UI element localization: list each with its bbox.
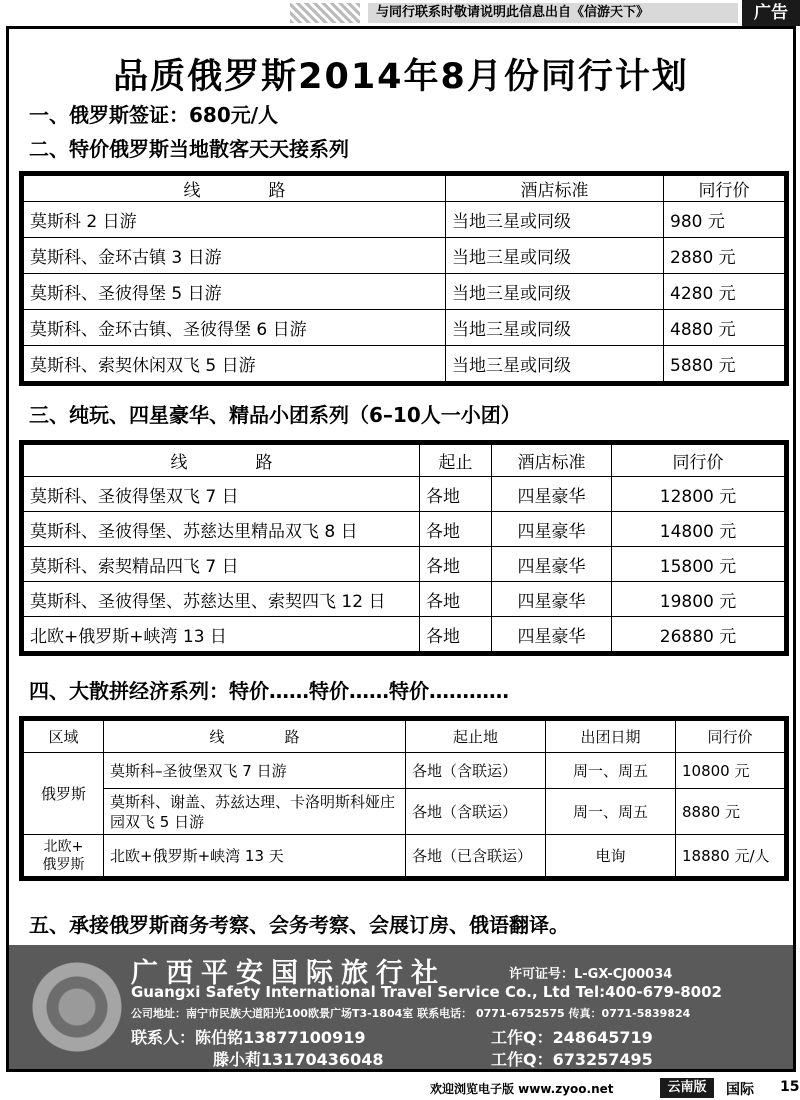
table-header-row xyxy=(24,445,785,477)
route-cell: 莫斯科、圣彼得堡、苏慈达里精品双飞 8 日 xyxy=(24,512,420,547)
hotel-cell: 当地三星或同级 xyxy=(446,238,664,274)
hotel-cell: 当地三星或同级 xyxy=(446,346,664,382)
hotel-cell: 当地三星或同级 xyxy=(446,274,664,310)
hotel-cell: 四星豪华 xyxy=(492,547,612,582)
route-cell: 莫斯科、索契精品四飞 7 日 xyxy=(24,547,420,582)
section-premium-tours: 三、纯玩、四星豪华、精品小团系列（6–10人一小团） xyxy=(29,403,521,427)
economy-tours-table xyxy=(20,717,788,880)
table-row xyxy=(24,789,785,835)
contact-person-1: 联系人：陈伯铭13877100919 xyxy=(131,1028,366,1047)
price-cell: 15800 元 xyxy=(612,547,785,582)
route-cell: 北欧+俄罗斯+峡湾 13 日 xyxy=(24,617,420,652)
col-price: 同行价 xyxy=(612,445,785,477)
hotel-cell: 当地三星或同级 xyxy=(446,310,664,346)
agency-banner xyxy=(9,945,793,1069)
table-row xyxy=(24,547,785,582)
origin-cell: 各地 xyxy=(420,617,492,652)
hotel-cell: 四星豪华 xyxy=(492,477,612,512)
region-cell: 俄罗斯 xyxy=(24,753,104,835)
page-number: 15 xyxy=(780,1079,800,1095)
ad-tag: 广告 xyxy=(742,0,800,26)
col-departure: 出团日期 xyxy=(546,721,676,753)
work-qq-2: 工作Q：673257495 xyxy=(491,1050,653,1069)
footer-edition-badge: 云南版 xyxy=(660,1078,714,1098)
col-hotel: 酒店标准 xyxy=(446,176,664,202)
table-row xyxy=(24,346,785,382)
route-cell: 北欧+俄罗斯+峡湾 13 天 xyxy=(104,835,406,877)
table-row xyxy=(24,274,785,310)
price-cell: 18880 元/人 xyxy=(676,835,785,877)
route-cell: 莫斯科、圣彼得堡双飞 7 日 xyxy=(24,477,420,512)
price-cell: 4880 元 xyxy=(664,310,785,346)
col-origin: 起止地 xyxy=(406,721,546,753)
premium-tours-table xyxy=(20,441,788,655)
col-region: 区域 xyxy=(24,721,104,753)
top-header-strip xyxy=(0,0,800,28)
route-cell: 莫斯科、圣彼得堡 5 日游 xyxy=(24,274,446,310)
col-route: 线 路 xyxy=(24,445,420,477)
page-frame xyxy=(6,26,796,1072)
col-price: 同行价 xyxy=(676,721,785,753)
price-cell: 4280 元 xyxy=(664,274,785,310)
table-row xyxy=(24,238,785,274)
hotel-cell: 四星豪华 xyxy=(492,617,612,652)
hotel-cell: 四星豪华 xyxy=(492,582,612,617)
col-price: 同行价 xyxy=(664,176,785,202)
origin-cell: 各地（已含联运） xyxy=(406,835,546,877)
departure-cell: 电询 xyxy=(546,835,676,877)
departure-cell: 周一、周五 xyxy=(546,753,676,789)
table-row xyxy=(24,617,785,652)
page-title: 品质俄罗斯2014年8月份同行计划 xyxy=(113,57,689,97)
price-cell: 980 元 xyxy=(664,202,785,238)
daily-tours-table xyxy=(20,172,788,385)
origin-cell: 各地（含联运） xyxy=(406,753,546,789)
table-row xyxy=(24,477,785,512)
price-cell: 26880 元 xyxy=(612,617,785,652)
route-cell: 莫斯科、谢盖、苏兹达理、卡洛明斯科娅庄园双飞 5 日游 xyxy=(104,789,406,835)
work-qq-1: 工作Q：248645719 xyxy=(491,1028,653,1047)
route-cell: 莫斯科–圣彼堡双飞 7 日游 xyxy=(104,753,406,789)
hotel-cell: 当地三星或同级 xyxy=(446,202,664,238)
agency-name: 广西平安国际旅行社 xyxy=(131,958,446,989)
origin-cell: 各地 xyxy=(420,582,492,617)
route-cell: 莫斯科 2 日游 xyxy=(24,202,446,238)
table-row xyxy=(24,835,785,877)
table-row xyxy=(24,753,785,789)
table-row xyxy=(24,202,785,238)
contact-person-2: 滕小莉13170436048 xyxy=(213,1050,384,1069)
route-cell: 莫斯科、索契休闲双飞 5 日游 xyxy=(24,346,446,382)
table-header-row xyxy=(24,176,785,202)
col-hotel: 酒店标准 xyxy=(492,445,612,477)
price-cell: 8880 元 xyxy=(676,789,785,835)
route-cell: 莫斯科、金环古镇 3 日游 xyxy=(24,238,446,274)
price-cell: 10800 元 xyxy=(676,753,785,789)
col-origin: 起止 xyxy=(420,445,492,477)
hotel-cell: 四星豪华 xyxy=(492,512,612,547)
agency-license: 许可证号：L-GX-CJ00034 xyxy=(509,967,673,982)
departure-cell: 周一、周五 xyxy=(546,789,676,835)
agency-english-name: Guangxi Safety International Travel Service Co., Ltd Tel:400-679-8002 xyxy=(131,983,722,1001)
agency-logo-icon xyxy=(27,957,127,1057)
footer-section: 国际 xyxy=(726,1082,754,1098)
section-economy-tours: 四、大散拼经济系列：特价……特价……特价………… xyxy=(29,679,509,703)
price-cell: 12800 元 xyxy=(612,477,785,512)
origin-cell: 各地 xyxy=(420,512,492,547)
header-pattern xyxy=(290,3,360,23)
section-visa: 一、俄罗斯签证：680元/人 xyxy=(29,103,279,127)
section-business-services: 五、承接俄罗斯商务考察、会务考察、会展订房、俄语翻译。 xyxy=(29,913,569,937)
price-cell: 14800 元 xyxy=(612,512,785,547)
page-footer xyxy=(0,1078,800,1098)
origin-cell: 各地 xyxy=(420,477,492,512)
table-row xyxy=(24,512,785,547)
table-row xyxy=(24,310,785,346)
agency-address: 公司地址：南宁市民族大道阳光100欧景广场T3-1804室 联系电话： 0771-6752575 传真：0771-5839824 xyxy=(131,1007,691,1020)
table-header-row xyxy=(24,721,785,753)
price-cell: 19800 元 xyxy=(612,582,785,617)
col-route: 线 路 xyxy=(24,176,446,202)
price-cell: 5880 元 xyxy=(664,346,785,382)
origin-cell: 各地（含联运） xyxy=(406,789,546,835)
price-cell: 2880 元 xyxy=(664,238,785,274)
region-cell: 北欧+ 俄罗斯 xyxy=(24,835,104,877)
header-notice: 与同行联系时敬请说明此信息出自《信游天下》 xyxy=(368,3,738,23)
route-cell: 莫斯科、金环古镇、圣彼得堡 6 日游 xyxy=(24,310,446,346)
table-row xyxy=(24,582,785,617)
route-cell: 莫斯科、圣彼得堡、苏慈达里、索契四飞 12 日 xyxy=(24,582,420,617)
footer-site: 欢迎浏览电子版 www.zyoo.net xyxy=(430,1082,614,1096)
section-daily-tours: 二、特价俄罗斯当地散客天天接系列 xyxy=(29,137,349,161)
col-route: 线 路 xyxy=(104,721,406,753)
origin-cell: 各地 xyxy=(420,547,492,582)
